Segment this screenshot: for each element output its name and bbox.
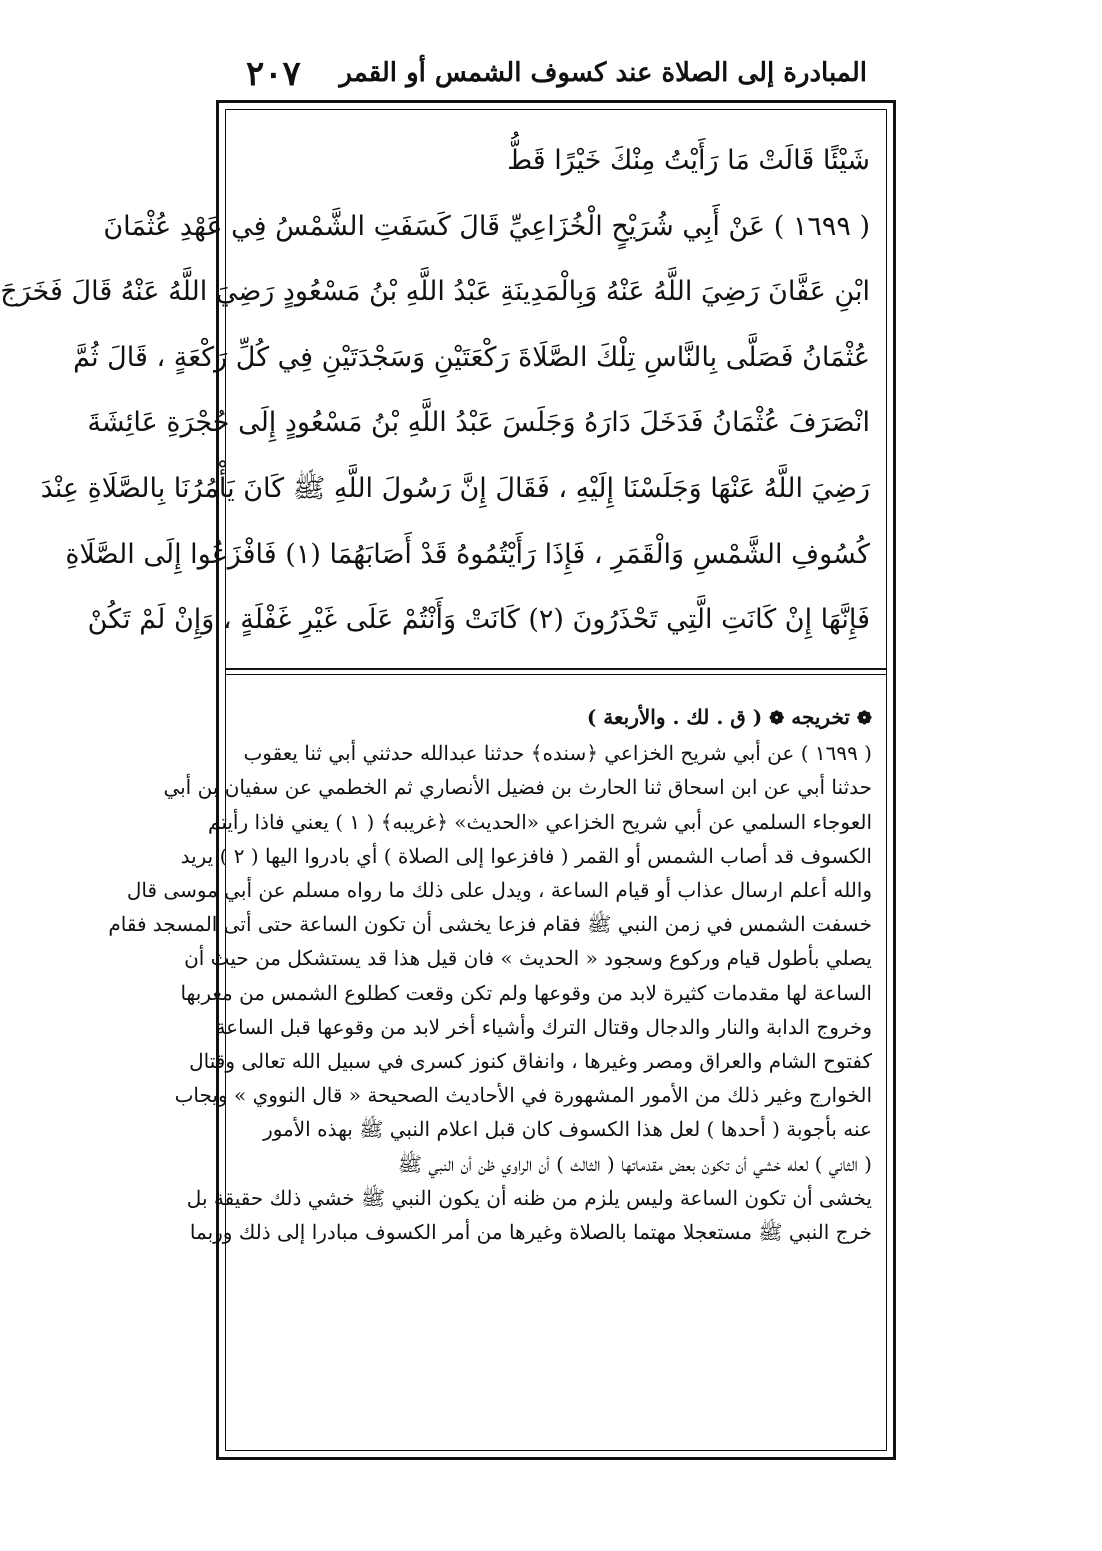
commentary <box>108 700 872 1249</box>
commentary-line: الكسوف قد أصاب الشمس أو القمر ( فافزعوا إلى الصلاة ) أي بادروا اليها ( ٢ ) يريد <box>180 843 872 868</box>
ornament-icon: ❁ <box>856 708 872 729</box>
main-text-line: كُسُوفِ الشَّمْسِ وَالْقَمَرِ ، فَإِذَا رَأَيْتُمُوهُ قَدْ أَصَابَهُمَا (١) فَافْزَعُوا إِلَى الصَّلَاةِ <box>65 538 870 570</box>
commentary-line: الساعة لها مقدمات كثيرة لابد من وقوعها ولم تكن وقعت كطلوع الشمس من مغربها <box>180 980 872 1005</box>
commentary-line: خرج النبي ﷺ مستعجلا مهتما بالصلاة وغيرها من أمر الكسوف مبادرا إلى ذلك وربما <box>189 1220 872 1245</box>
main-text-line: انْصَرَفَ عُثْمَانُ فَدَخَلَ دَارَهُ وَجَلَسَ عَبْدُ اللَّهِ بْنُ مَسْعُودٍ إِلَى حُجْرَةِ عَائِشَةَ <box>87 407 870 439</box>
main-text-line: فَإِنَّهَا إِنْ كَانَتِ الَّتِي تَحْذَرُونَ (٢) كَانَتْ وَأَنْتُمْ عَلَى غَيْرِ غَفْلَةٍ ، وَإِنْ لَمْ تَكُنْ <box>87 604 870 636</box>
commentary-line: وخروج الدابة والنار والدجال وقتال الترك وأشياء أخر لابد من وقوعها قبل الساعة <box>215 1014 872 1039</box>
main-text-line: عُثْمَانُ فَصَلَّى بِالنَّاسِ تِلْكَ الصَّلَاةَ رَكْعَتَيْنِ وَسَجْدَتَيْنِ فِي كُلِّ رَكْعَةٍ ، قَالَ ثُمَّ <box>73 341 870 373</box>
commentary-line: ( ١٦٩٩ ) عن أبي شريح الخزاعي ﴿سنده﴾ حدثنا عبدالله حدثني أبي ثنا يعقوب <box>243 741 872 766</box>
section-divider <box>226 668 886 670</box>
commentary-line: حدثنا أبي عن ابن اسحاق ثنا الحارث بن فضيل الأنصاري ثم الخطمي عن سفيان بن أبي <box>163 775 872 800</box>
commentary-line: العوجاء السلمي عن أبي شريح الخزاعي «الحديث» ﴿غريبه﴾ ( ١ ) يعني فاذا رأيتم <box>208 809 872 834</box>
commentary-line: كفتوح الشام والعراق ومصر وغيرها ، وانفاق كنوز كسرى في سبيل الله تعالى وقتال <box>189 1049 872 1074</box>
commentary-line: عنه بأجوبة ( أحدها ) لعل هذا الكسوف كان قبل اعلام النبي ﷺ بهذه الأمور <box>263 1117 872 1142</box>
main-text-line: شَيْئًا قَالَتْ مَا رَأَيْتُ مِنْكَ خَيْرًا قَطُّ <box>507 145 870 176</box>
page-frame <box>0 100 896 1460</box>
running-title: المبادرة إلى الصلاة عند كسوف الشمس أو القمر <box>339 58 867 88</box>
takhrij-label: تخريجه <box>791 705 850 729</box>
commentary-line: والله أعلم ارسال عذاب أو قيام الساعة ، ويدل على ذلك ما رواه مسلم عن أبي موسى قال <box>126 878 872 903</box>
commentary-line: خسفت الشمس في زمن النبي ﷺ فقام فزعا يخشى أن تكون الساعة حتى أتى المسجد فقام <box>108 912 872 937</box>
commentary-line: الخوارج وغير ذلك من الأمور المشهورة في الأحاديث الصحيحة « قال النووي » ويجاب <box>174 1083 872 1108</box>
takhrij-text: ( ق . لك . والأربعة ) <box>586 705 763 729</box>
main-text-line: ( ١٦٩٩ ) عَنْ أَبِي شُرَيْحٍ الْخُزَاعِيِّ قَالَ كَسَفَتِ الشَّمْسُ فِي عَهْدِ عُثْمَانَ <box>103 210 870 242</box>
page-number: ٢٠٧ <box>246 54 301 94</box>
takhrij-heading <box>240 700 872 736</box>
commentary-line: يصلي بأطول قيام وركوع وسجود « الحديث » فان قيل هذا قد يستشكل من حيث أن <box>184 946 872 971</box>
section-divider-thin <box>226 674 886 675</box>
main-text <box>0 128 870 653</box>
ornament-icon: ❁ <box>769 708 785 729</box>
commentary-line: ( الثاني ) لعله خشي أن تكون بعض مقدماتها ( الثالث ) أن الراوي ظن أن النبي ﷺ <box>397 1151 872 1176</box>
commentary-line: يخشى أن تكون الساعة وليس يلزم من ظنه أن يكون النبي ﷺ خشي ذلك حقيقة بل <box>186 1185 872 1210</box>
main-text-line: رَضِيَ اللَّهُ عَنْهَا وَجَلَسْنَا إِلَيْهِ ، فَقَالَ إِنَّ رَسُولَ اللَّهِ ﷺ كَانَ يَأْمُرُنَا بِالصَّلَاةِ عِنْدَ <box>40 472 870 504</box>
page-frame-inner <box>0 109 887 1451</box>
page-header <box>216 48 897 98</box>
main-text-line: ابْنِ عَفَّانَ رَضِيَ اللَّهُ عَنْهُ وَبِالْمَدِينَةِ عَبْدُ اللَّهِ بْنُ مَسْعُودٍ رَضِيَ اللَّهُ عَنْهُ قَالَ فَخَرَجَ <box>0 276 870 308</box>
